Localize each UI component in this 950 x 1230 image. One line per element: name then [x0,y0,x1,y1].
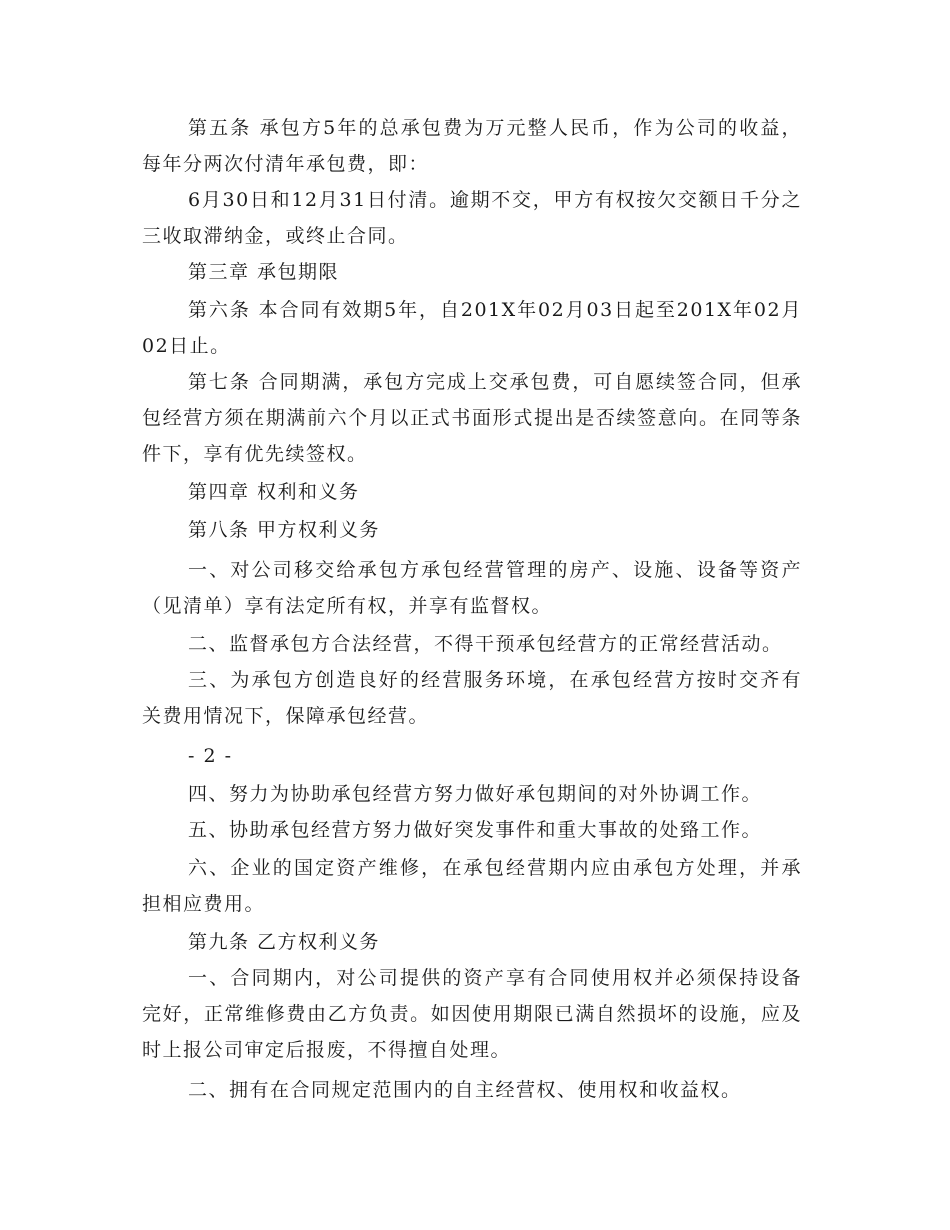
chapter-3-heading: 第三章 承包期限 [188,261,340,283]
article-5-paragraph: 第五条 承包方5年的总承包费为万元整人民币，作为公司的收益，每年分两次付清年承包费，即： [142,117,802,175]
article-6-paragraph: 第六条 本合同有效期5年，自201X年02月03日起至201X年02月02日止。 [142,299,802,357]
article-8-heading: 第八条 甲方权利义务 [188,519,381,541]
party-b-item-2: 二、拥有在合同规定范围内的自主经营权、使用权和收益权。 [188,1079,742,1101]
payment-deadline-paragraph: 6月30日和12月31日付清。逾期不交，甲方有权按欠交额日千分之三收取滞纳金，或终止合同。 [142,189,802,247]
article-7-paragraph: 第七条 合同期满，承包方完成上交承包费，可自愿续签合同，但承包经营方须在期满前六个月以正式书面形式提出是否续签意向。在同等条件下，享有优先续签权。 [142,371,802,465]
chapter-4-heading: 第四章 权利和义务 [188,481,360,503]
party-a-item-4: 四、努力为协助承包经营方努力做好承包期间的对外协调工作。 [188,783,763,805]
article-9-heading: 第九条 乙方权利义务 [188,931,381,953]
party-b-item-1: 一、合同期内，对公司提供的资产享有合同使用权并必须保持设备完好，正常维修费由乙方负责。如因使用期限已满自然损坏的设施，应及时上报公司审定后报废，不得擅自处理。 [142,967,802,1061]
party-a-item-3: 三、为承包方创造良好的经营服务环境，在承包经营方按时交齐有关费用情况下，保障承包经营。 [142,669,802,727]
party-a-item-6: 六、企业的国定资产维修，在承包经营期内应由承包方处理，并承担相应费用。 [142,857,802,915]
page-number: - 2 - [188,745,233,767]
party-a-item-2: 二、监督承包方合法经营，不得干预承包经营方的正常经营活动。 [188,633,783,655]
party-a-item-1: 一、对公司移交给承包方承包经营管理的房产、设施、设备等资产（见清单）享有法定所有权，并享有监督权。 [142,559,802,617]
party-a-item-5: 五、协助承包经营方努力做好突发事件和重大事故的处臵工作。 [188,819,763,841]
